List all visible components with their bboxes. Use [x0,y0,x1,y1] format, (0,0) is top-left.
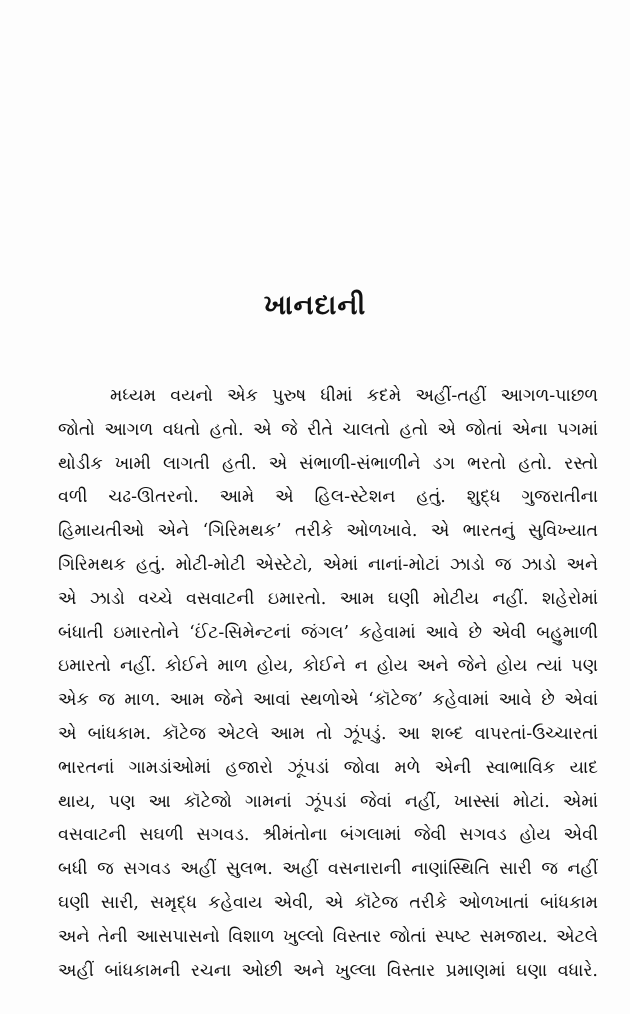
text-line: જોતો આગળ વધતો હતો. એ જે રીતે ચાલતો હતો એ જોતાં એના પગમાં [58,419,598,440]
text-line: ભારતનાં ગામડાંઓમાં હજારો ઝૂંપડાં જોવા મળે એની સ્વાભાવિક યાદ [58,757,598,778]
text-line: બંધાતી ઇમારતોને ‘ઈંટ-સિમેન્ટનાં જંગલ’ કહેવામાં આવે છે એવી બહુમાળી [58,622,598,643]
chapter-title: ખાનદાની [263,290,367,321]
text-line: થોડીક ખામી લાગતી હતી. એ સંભાળી-સંભાળીને ડગ ભરતો હતો. રસ્તો [58,453,598,474]
text-line: એક જ માળ. આમ જેને આવાં સ્થળોએ ‘કૉટેજ’ કહેવામાં આવે છે એવાં [58,690,598,711]
text-line: અહીં બાંધકામની રચના ઓછી અને ખુલ્લા વિસ્તાર પ્રમાણમાં ઘણા વધારે. [58,960,598,981]
text-line: એ ઝાડો વચ્ચે વસવાટની ઇમારતો. આમ ઘણી મોટીય નહીં. શહેરોમાં [58,588,598,609]
text-line: વળી ચઢ-ઊતરનો. આમે એ હિલ-સ્ટેશન હતું. શુદ્ધ ગુજરાતીના [58,487,598,508]
text-line: ગિરિમથક હતું. મોટી-મોટી એસ્ટેટો, એમાં નાનાં-મોટાં ઝાડો જ ઝાડો અને [58,554,598,575]
text-line: વસવાટની સઘળી સગવડ. શ્રીમંતોના બંગલામાં જેવી સગવડ હોય એવી [58,825,598,846]
text-line: ઘણી સારી, સમૃદ્ધ કહેવાય એવી, એ કૉટેજ તરીકે ઓળખાતાં બાંધકામ [58,892,598,913]
text-line: એ બાંધકામ. કૉટેજ એટલે આમ તો ઝૂંપડું. આ શબ્દ વાપરતાં-ઉચ્ચારતાં [58,723,598,744]
text-line: હિમાયતીઓ એને ‘ગિરિમથક’ તરીકે ઓળખાવે. એ ભારતનું સુવિખ્યાત [58,521,598,542]
text-line: મધ્યમ વયનો એક પુરુષ ધીમાં કદમે અહીં-તહીં આગળ-પાછળ [110,386,598,406]
text-line: અને તેની આસપાસનો વિશાળ ખુલ્લો વિસ્તાર જોતાં સ્પષ્ટ સમજાય. એટલે [58,926,598,947]
text-line: થાય, પણ આ કૉટેજો ગામનાં ઝૂંપડાં જેવાં નહીં, ખાસ્સાં મોટાં. એમાં [58,791,598,812]
body-paragraph [58,380,598,988]
text-line: બધી જ સગવડ અહીં સુલભ. અહીં વસનારાની નાણાંસ્થિતિ સારી જ નહીં [58,859,598,880]
text-line: ઇમારતો નહીં. કોઈને માળ હોય, કોઈને ન હોય અને જેને હોય ત્યાં પણ [58,656,598,677]
